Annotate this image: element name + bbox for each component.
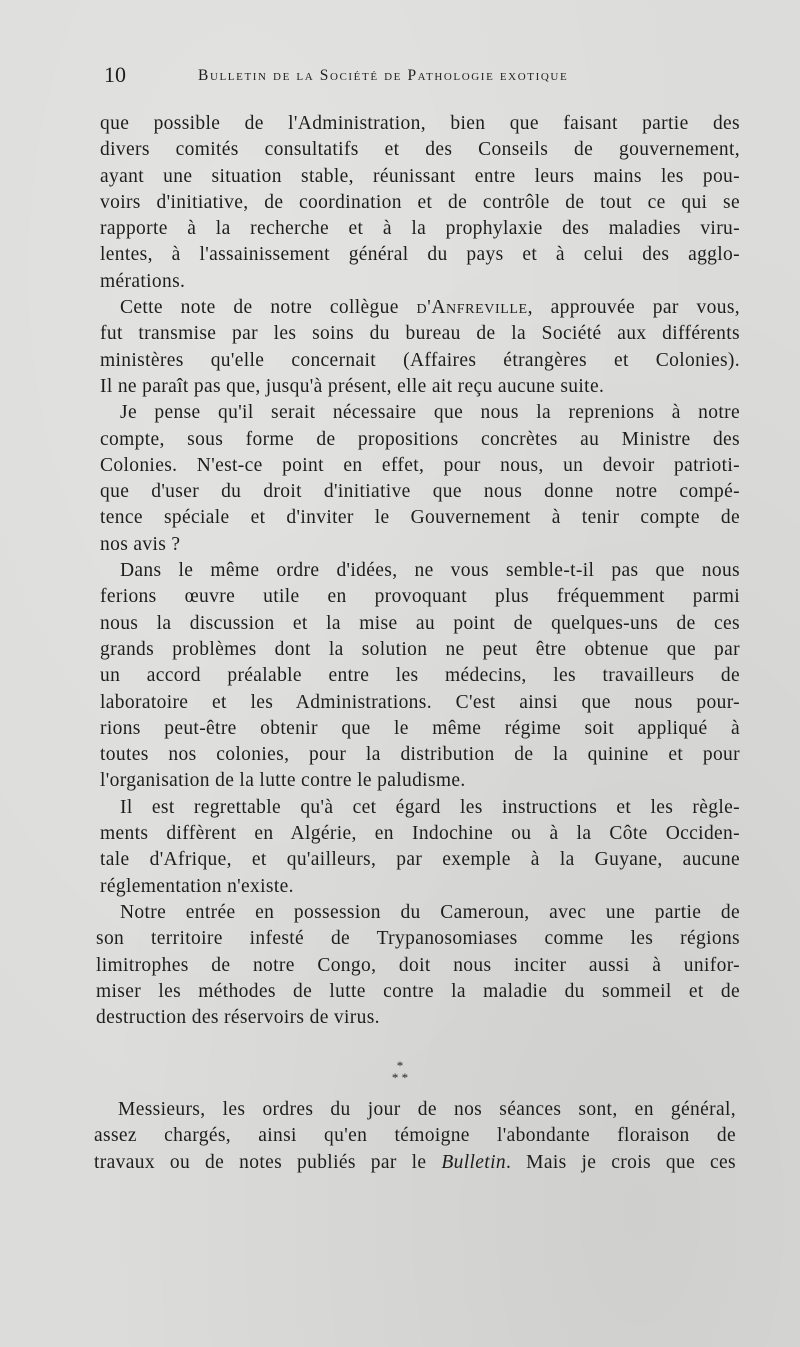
text-line: voirs d'initiative, de coordination et de contrôle de tout ce qui se <box>100 191 740 213</box>
page-header <box>98 62 738 92</box>
text-line: ayant une situation stable, réunissant entre leurs mains les pou- <box>100 165 740 187</box>
text-line: tale d'Afrique, et qu'ailleurs, par exemple à la Guyane, aucune <box>100 849 740 871</box>
text-line: l'organisation de la lutte contre le paludisme. <box>100 770 466 792</box>
text-line: tence spéciale et d'inviter le Gouvernement à tenir compte de <box>100 507 740 529</box>
text-line: nous la discussion et la mise au point de quelques-uns de ces <box>100 612 740 634</box>
text-line: Il ne paraît pas que, jusqu'à présent, elle ait reçu aucune suite. <box>100 375 605 397</box>
paragraph-2 <box>100 295 741 400</box>
text-line: nos avis ? <box>100 533 181 555</box>
text-line: compte, sous forme de propositions concrètes au Ministre des <box>100 428 740 450</box>
text-line: divers comités consultatifs et des Conseils de gouvernement, <box>100 139 740 161</box>
text-line: laboratoire et les Administrations. C'est ainsi que nous pour- <box>100 691 740 713</box>
journal-title: Bulletin <box>441 1151 506 1173</box>
text-line <box>94 1150 736 1176</box>
text-fragment: , approuvée par vous, <box>527 297 741 319</box>
text-line: ministères qu'elle concernait (Affaires étrangères et Colonies). <box>100 349 740 371</box>
text-line: que d'user du droit d'initiative que nous donne notre compé- <box>100 481 740 503</box>
text-line: rapporte à la recherche et à la prophylaxie des maladies viru- <box>100 218 740 240</box>
text-line <box>104 295 740 321</box>
text-line: ferions œuvre utile en provoquant plus fréquemment parmi <box>100 586 740 608</box>
asterism-bottom: * * <box>391 1070 409 1085</box>
text-line: Dans le même ordre d'idées, ne vous semble-t-il pas que nous <box>120 560 740 582</box>
text-line: rions peut-être obtenir que le même régime soit appliqué à <box>100 717 740 739</box>
asterism-separator <box>385 1060 415 1084</box>
text-line: Messieurs, les ordres du jour de nos séances sont, en général, <box>118 1099 736 1120</box>
text-line: lentes, à l'assainissement général du pays et à celui des agglo- <box>100 244 740 266</box>
text-line: miser les méthodes de lutte contre la maladie du sommeil et de <box>96 980 740 1002</box>
text-line: fut transmise par les soins du bureau de la Société aux différents <box>100 323 740 345</box>
text-line: réglementation n'existe. <box>100 875 294 897</box>
paragraph-5 <box>100 795 740 900</box>
text-line: destruction des réservoirs de virus. <box>96 1007 380 1029</box>
author-name: d'Anfreville <box>416 297 528 319</box>
paragraph-1 <box>100 111 740 295</box>
text-line: Notre entrée en possession du Cameroun, avec une partie de <box>120 901 740 923</box>
text-line: toutes nos colonies, pour la distribution de la quinine et pour <box>100 744 740 766</box>
text-line: que possible de l'Administration, bien que faisant partie des <box>100 113 740 134</box>
text-line: limitrophes de notre Congo, doit nous inciter aussi à unifor- <box>96 954 740 976</box>
text-fragment: travaux ou de notes publiés par le <box>94 1151 442 1173</box>
text-line: Il est regrettable qu'à cet égard les instructions et les règle- <box>120 796 740 818</box>
text-line: ments diffèrent en Algérie, en Indochine ou à la Côte Occiden- <box>100 823 740 845</box>
text-line: mérations. <box>100 270 186 292</box>
text-line: Je pense qu'il serait nécessaire que nous la reprenions à notre <box>120 402 740 424</box>
text-line: grands problèmes dont la solution ne peut être obtenue que par <box>100 638 740 660</box>
asterism-top: * <box>396 1058 404 1073</box>
paragraph-6 <box>96 900 740 1031</box>
text-line: un accord préalable entre les médecins, les travailleurs de <box>100 665 740 687</box>
running-head: Bulletin de la Société de Pathologie exotique <box>198 67 569 84</box>
paragraph-3 <box>100 400 740 558</box>
text-line: son territoire infesté de Trypanosomiases comme les régions <box>96 928 740 950</box>
text-line: assez chargés, ainsi qu'en témoigne l'abondante floraison de <box>94 1125 736 1147</box>
body-text <box>96 111 741 1031</box>
text-fragment: Cette note de notre collègue <box>120 297 417 319</box>
paragraph-4 <box>100 558 740 795</box>
closing-paragraph <box>94 1097 736 1176</box>
page-number: 10 <box>104 62 126 87</box>
text-line: Colonies. N'est-ce point en effet, pour nous, un devoir patrioti- <box>100 454 740 476</box>
text-fragment: . Mais je crois que ces <box>505 1151 736 1173</box>
